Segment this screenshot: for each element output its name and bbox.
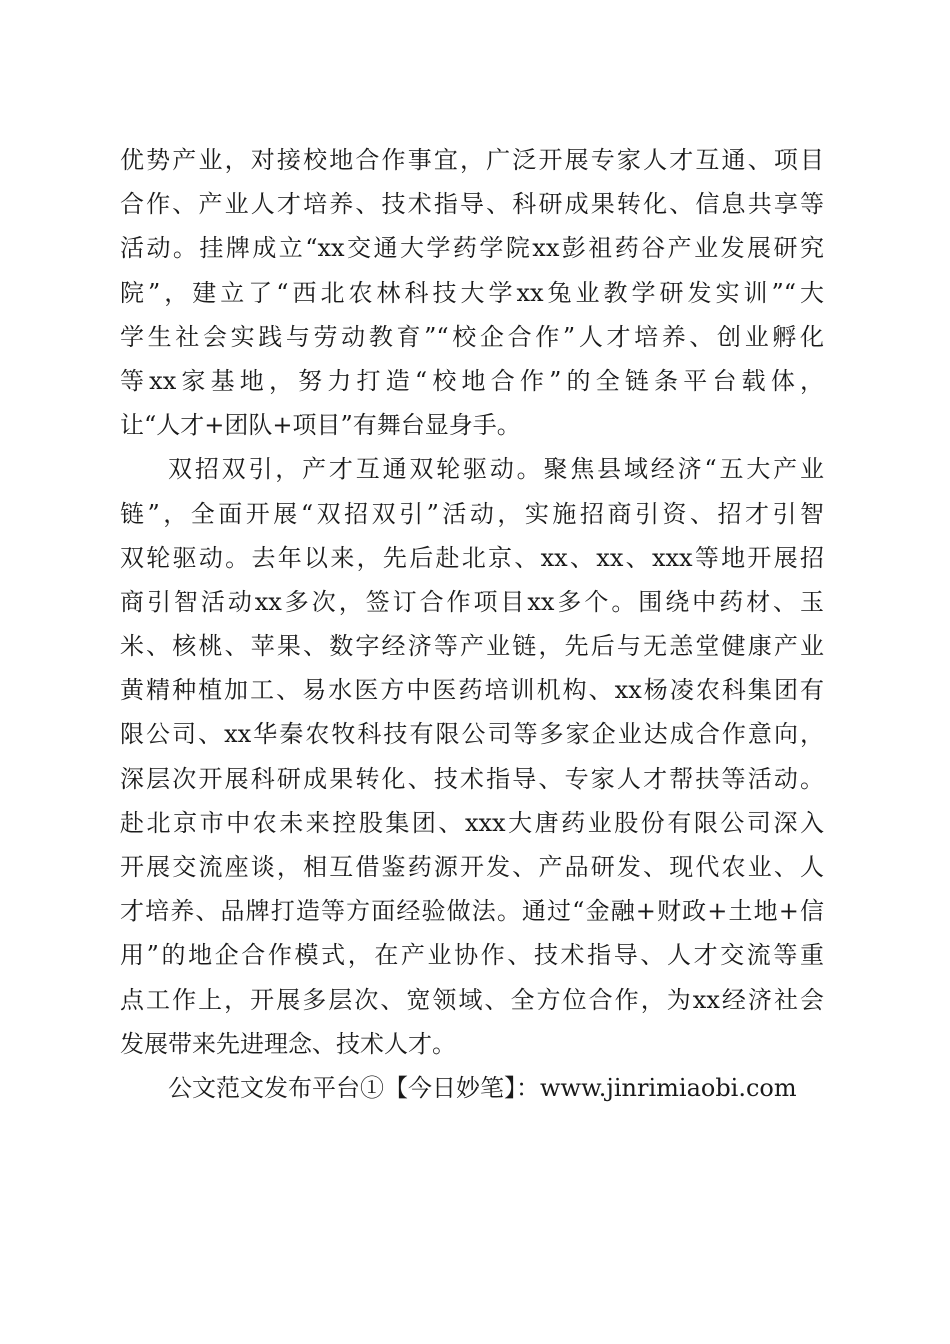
paragraph-line: 让“人才+团队+项目”有舞台显身手。 [120, 411, 521, 440]
paragraph-line: 链”，全面开展“双招双引”活动，实施招商引资、招才引智 [120, 499, 824, 528]
paragraph-line: 黄精种植加工、易水医方中医药培训机构、xx杨凌农科集团有 [120, 676, 824, 705]
paragraph-line: 双招双引，产才互通双轮驱动。聚焦县域经济“五大产业 [168, 455, 824, 484]
paragraph-line: 优势产业，对接校地合作事宜，广泛开展专家人才互通、项目 [120, 146, 824, 174]
paragraph-line: 发展带来先进理念、技术人才。 [120, 1029, 456, 1058]
paragraph-line: 米、核桃、苹果、数字经济等产业链，先后与无恙堂健康产业 [120, 632, 824, 661]
paragraph-line: 学生社会实践与劳动教育”“校企合作”人才培养、创业孵化 [120, 322, 824, 351]
paragraph-line: 合作、产业人才培养、技术指导、科研成果转化、信息共享等 [120, 190, 824, 219]
paragraph-1 [120, 138, 824, 447]
paragraph-line: 用”的地企合作模式，在产业协作、技术指导、人才交流等重 [120, 941, 824, 970]
paragraph-line: 深层次开展科研成果转化、技术指导、专家人才帮扶等活动。 [120, 764, 824, 793]
paragraph-line: 限公司、xx华秦农牧科技有限公司等多家企业达成合作意向， [120, 720, 824, 749]
paragraph-line: 活动。挂牌成立“xx交通大学药学院xx彭祖药谷产业发展研究 [120, 234, 824, 263]
source-footer-line: 公文范文发布平台①【今日妙笔】：www.jinrimiaobi.com [168, 1073, 797, 1102]
paragraph-line: 等xx家基地，努力打造“校地合作”的全链条平台载体， [120, 366, 824, 395]
paragraph-line: 点工作上，开展多层次、宽领域、全方位合作，为xx经济社会 [120, 985, 824, 1014]
paragraph-line: 赴北京市中农未来控股集团、xxx大唐药业股份有限公司深入 [120, 808, 824, 837]
paragraph-line: 商引智活动xx多次，签订合作项目xx多个。围绕中药材、玉 [120, 587, 824, 616]
paragraph-line: 开展交流座谈，相互借鉴药源开发、产品研发、现代农业、人 [120, 853, 824, 881]
paragraph-line: 才培养、品牌打造等方面经验做法。通过“金融+财政+土地+信 [120, 897, 824, 926]
footer-paragraph [120, 1066, 824, 1110]
paragraph-line: 院”，建立了“西北农林科技大学xx兔业教学研发实训”“大 [120, 278, 824, 307]
paragraph-2 [120, 447, 824, 1066]
document-body [120, 138, 824, 1110]
paragraph-line: 双轮驱动。去年以来，先后赴北京、xx、xx、xxx等地开展招 [120, 543, 824, 572]
